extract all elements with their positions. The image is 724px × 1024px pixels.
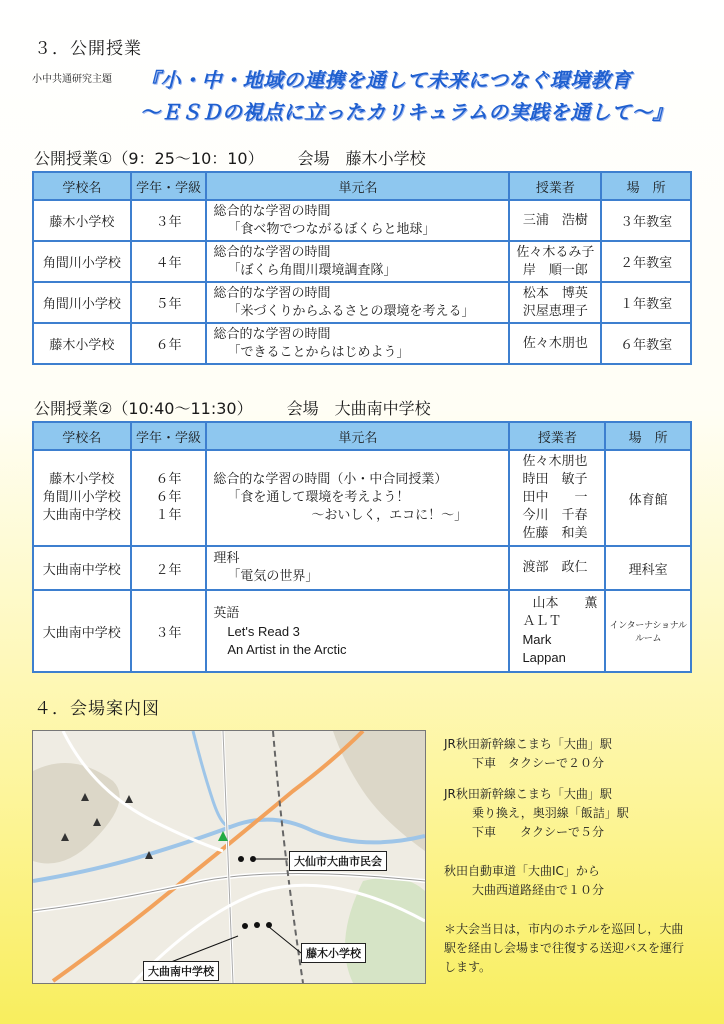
- session-1-venue: 会場 藤木小学校: [297, 149, 426, 168]
- unit-cell: [206, 323, 509, 364]
- session-2-title: [34, 396, 431, 419]
- unit-subject: 総合的な学習の時間: [213, 244, 331, 260]
- grade-cell: ４年: [131, 241, 207, 282]
- header-teacher: 授業者: [509, 422, 605, 450]
- school-cell: 藤木小学校: [33, 200, 131, 241]
- session-2-time: 公開授業②（10:40～11:30）: [34, 399, 253, 418]
- school-cell: 大曲南中学校: [33, 546, 131, 590]
- teacher-name: 佐々木朋也: [522, 454, 588, 469]
- grade-cell: ３年: [131, 200, 207, 241]
- direction-line: 下車 タクシーで２０分: [472, 756, 605, 770]
- unit-cell: [206, 200, 509, 241]
- session-1-table: [32, 171, 692, 365]
- table-header-row: [33, 422, 691, 450]
- unit-cell: [206, 546, 509, 590]
- grade-cell: ５年: [131, 282, 207, 323]
- teacher-name: 沢屋恵理子: [522, 303, 588, 319]
- teacher-name: 時田 敏子: [522, 472, 588, 487]
- header-place: 場 所: [601, 172, 691, 200]
- teacher-name: 松本 博英: [522, 285, 588, 301]
- teacher-name: 今川 千春: [522, 508, 588, 523]
- teacher-cell: 三浦 浩樹: [509, 200, 601, 241]
- header-school: 学校名: [33, 422, 131, 450]
- unit-cell: [206, 241, 509, 282]
- school-cell: 角間川小学校: [33, 241, 131, 282]
- place-cell: ６年教室: [601, 323, 691, 364]
- teacher-cell: [509, 450, 605, 546]
- place-cell: ３年教室: [601, 200, 691, 241]
- header-school: 学校名: [33, 172, 131, 200]
- unit-title: 「食べ物でつながるぼくらと地球」: [227, 221, 436, 237]
- school-cell: 藤木小学校: [33, 323, 131, 364]
- teacher-cell: [509, 241, 601, 282]
- unit-subject: 総合的な学習の時間（小・中合同授業）: [213, 472, 448, 487]
- table-row: [33, 282, 691, 323]
- header-unit: 単元名: [206, 422, 509, 450]
- table-row: [33, 200, 691, 241]
- school-name: 大曲南中学校: [42, 508, 121, 523]
- table-header-row: [33, 172, 691, 200]
- header-teacher: 授業者: [509, 172, 601, 200]
- place-cell: インターナショナルルーム: [605, 590, 691, 672]
- unit-title: Let's Read 3: [227, 623, 300, 639]
- map-label-minami-school: 大曲南中学校: [143, 961, 219, 981]
- unit-title: 「ぼくら角間川環境調査隊」: [227, 262, 397, 278]
- unit-subject: 総合的な学習の時間: [213, 326, 331, 342]
- teacher-cell: 渡部 政仁: [509, 546, 605, 590]
- grade-cell: [131, 450, 207, 546]
- unit-cell: [206, 590, 509, 672]
- teacher-name: 田中 一: [522, 490, 588, 505]
- map-label-civic-hall: 大仙市大曲市民会: [289, 851, 387, 871]
- unit-subject: 理科: [213, 551, 240, 566]
- place-cell: 理科室: [605, 546, 691, 590]
- research-theme-line-2: ～ＥＳＤの視点に立ったカリキュラムの実践を通して～』: [140, 100, 673, 124]
- direction-1: [444, 735, 612, 773]
- map-label-fujiki-school: 藤木小学校: [301, 943, 366, 963]
- teacher-cell: 佐々木朋也: [509, 323, 601, 364]
- teacher-name: Mark Lappan: [522, 632, 566, 665]
- teacher-name: 佐々木るみ子: [516, 244, 595, 260]
- grade-cell: ２年: [131, 546, 207, 590]
- direction-line: 乗り換え，奥羽線「飯詰」駅: [472, 806, 629, 820]
- session-1-title: [34, 146, 426, 169]
- direction-line: 下車 タクシーで５分: [472, 825, 605, 839]
- teacher-name: 岸 順一郎: [522, 262, 588, 278]
- direction-line: 大曲西道路経由で１０分: [472, 883, 605, 897]
- grade-value: ６年: [155, 490, 182, 505]
- unit-title: 「食を通して環境を考えよう！: [227, 490, 410, 505]
- table-row: [33, 450, 691, 546]
- school-cell: 大曲南中学校: [33, 590, 131, 672]
- header-unit: 単元名: [206, 172, 509, 200]
- session-2-venue: 会場 大曲南中学校: [286, 399, 431, 418]
- header-grade: 学年・学級: [131, 172, 207, 200]
- unit-cell: [206, 450, 509, 546]
- shuttle-bus-note: ＊大会当日は，市内のホテルを巡回し，大曲駅を経由し会場まで往復する送迎バスを運行します。: [444, 922, 685, 974]
- place-cell: 体育館: [605, 450, 691, 546]
- session-1-time: 公開授業①（9：25～10：10）: [34, 149, 264, 168]
- unit-cell: [206, 282, 509, 323]
- session-2-table: [32, 421, 692, 673]
- unit-title: 「電気の世界」: [227, 569, 319, 584]
- place-cell: ２年教室: [601, 241, 691, 282]
- school-cell: 角間川小学校: [33, 282, 131, 323]
- teacher-cell: [509, 282, 601, 323]
- teacher-name: ＡＬＴ: [522, 614, 562, 629]
- unit-subtitle: ～おいしく，エコに！～」: [311, 508, 468, 523]
- grade-value: ６年: [155, 472, 182, 487]
- header-grade: 学年・学級: [131, 422, 207, 450]
- venue-map: [32, 730, 426, 984]
- direction-line: JR秋田新幹線こまち「大曲」駅: [444, 737, 612, 751]
- section-3-heading: ３．公開授業: [34, 39, 142, 59]
- teacher-cell: [509, 590, 605, 672]
- school-cell: [33, 450, 131, 546]
- unit-title: 「できることからはじめよう」: [227, 344, 410, 360]
- table-row: [33, 546, 691, 590]
- teacher-name: 佐藤 和美: [522, 526, 588, 541]
- school-name: 角間川小学校: [42, 490, 121, 505]
- theme-label: 小中共通研究主題: [32, 74, 112, 85]
- teacher-name: 山本 薫: [532, 596, 598, 611]
- table-row: [33, 590, 691, 672]
- grade-cell: ３年: [131, 590, 207, 672]
- research-theme-line-1: 『小・中・地域の連携を通して未来につなぐ環境教育: [140, 68, 632, 92]
- grade-cell: ６年: [131, 323, 207, 364]
- school-name: 藤木小学校: [49, 472, 115, 487]
- direction-line: 秋田自動車道「大曲IC」から: [444, 864, 600, 878]
- unit-subject: 英語: [213, 605, 240, 621]
- header-place: 場 所: [605, 422, 691, 450]
- unit-subtitle: An Artist in the Arctic: [227, 641, 347, 657]
- direction-2: [444, 785, 629, 842]
- grade-value: １年: [155, 508, 182, 523]
- unit-title: 「米づくりからふるさとの環境を考える」: [227, 303, 475, 319]
- unit-subject: 総合的な学習の時間: [213, 203, 331, 219]
- place-cell: １年教室: [601, 282, 691, 323]
- unit-subject: 総合的な学習の時間: [213, 285, 331, 301]
- table-row: [33, 241, 691, 282]
- direction-line: JR秋田新幹線こまち「大曲」駅: [444, 787, 612, 801]
- section-4-heading: ４．会場案内図: [34, 699, 160, 719]
- direction-3: [444, 862, 604, 900]
- table-row: [33, 323, 691, 364]
